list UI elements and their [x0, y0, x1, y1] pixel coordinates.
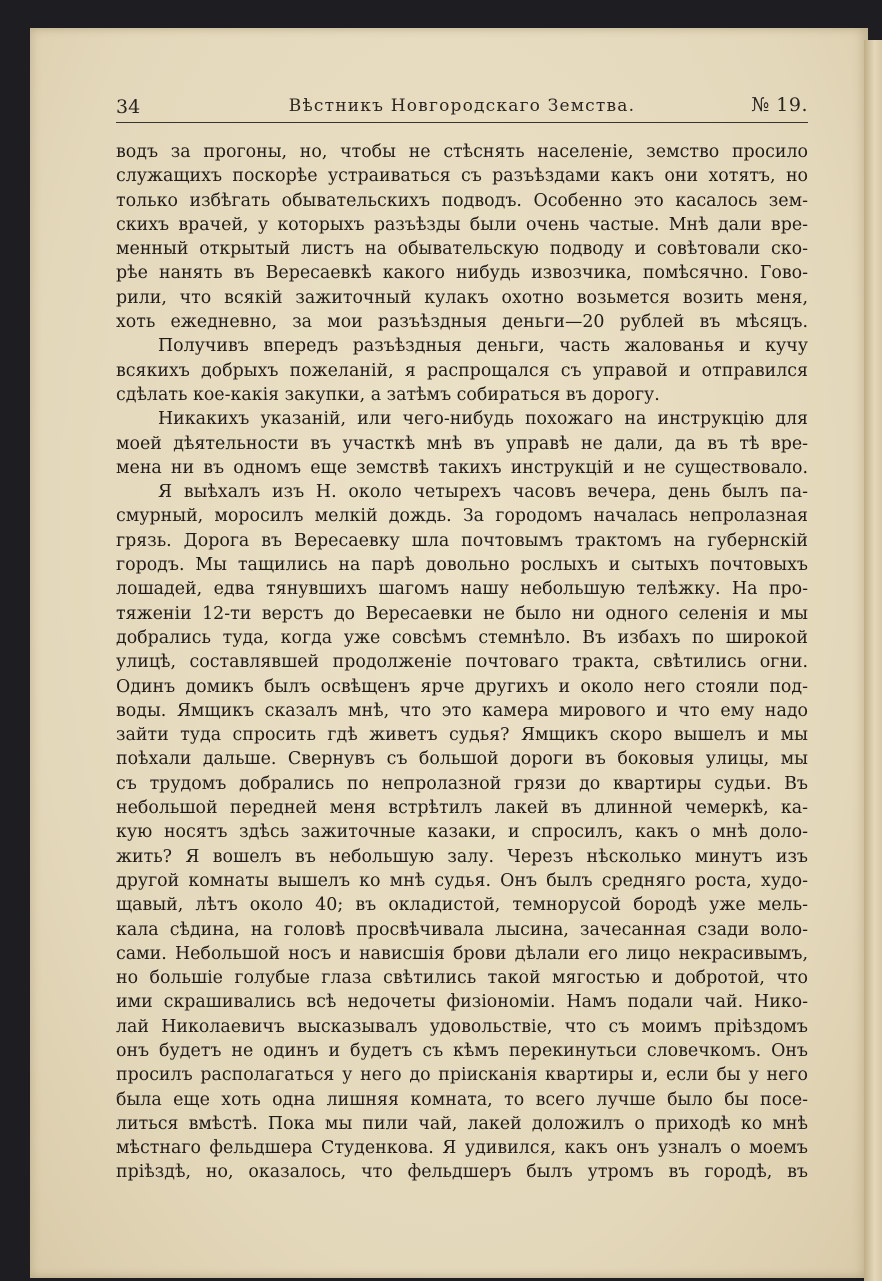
text-line: Я выѣхалъ изъ Н. около четырехъ часовъ вечера, день былъ па- [158, 482, 808, 503]
text-line: моей дѣятельности въ участкѣ мнѣ въ управѣ не дали, да въ тѣ вре- [116, 433, 808, 454]
text-line: жить? Я вошелъ въ небольшую залу. Черезъ нѣсколько минутъ изъ [116, 846, 808, 867]
header-rule [116, 122, 808, 123]
text-line: сдѣлать кое-какія закупки, а затѣмъ собираться въ дорогу. [116, 384, 660, 405]
text-line: поѣхали дальше. Свернувъ съ большой дороги въ боковыя улицы, мы [116, 749, 808, 770]
issue-number: № 19. [751, 94, 808, 116]
journal-title: Вѣстникъ Новгородскаго Земства. [288, 96, 636, 116]
text-line: добрались туда, когда уже совсѣмъ стемнѣло. Въ избахъ по широкой [116, 627, 808, 648]
body-text [116, 140, 808, 1185]
text-line: съ трудомъ добрались по непролазной грязи до квартиры судьи. Въ [116, 773, 808, 794]
text-line: щавый, лѣтъ около 40; въ окладистой, темнорусой бородѣ уже мель- [116, 895, 808, 916]
text-line: хоть ежедневно, за мои разъѣздныя деньги—20 рублей въ мѣсяцъ. [116, 312, 808, 333]
text-line: улицѣ, составлявшей продолженіе почтоваго тракта, свѣтились огни. [116, 652, 808, 673]
adjacent-page-edge [864, 40, 882, 1281]
text-line: кую носятъ здѣсь зажиточные казаки, и спросилъ, какъ о мнѣ доло- [116, 822, 808, 843]
text-line: рили, что всякій зажиточный кулакъ охотно возьмется возить меня, [116, 287, 808, 308]
text-line: просилъ располагаться у него до пріисканія квартиры и, если бы у него [116, 1065, 808, 1086]
text-line: зайти туда спросить гдѣ живетъ судья? Ямщикъ скоро вышелъ и мы [116, 725, 808, 746]
text-line: Никакихъ указаній, или чего-нибудь похожаго на инструкцію для [158, 409, 808, 430]
text-line: тяженіи 12-ти верстъ до Вересаевки не было ни одного селенія и мы [116, 603, 808, 624]
text-line: лошадей, едва тянувшихъ шагомъ нашу небольшую телѣжку. На про- [116, 579, 808, 600]
text-line: Получивъ впередъ разъѣздныя деньги, часть жалованья и кучу [158, 336, 808, 357]
running-header [116, 92, 808, 124]
text-line: смурный, моросилъ мелкій дождь. За городомъ началась непролазная [116, 506, 808, 527]
text-line: только избѣгать обывательскихъ подводъ. Особенно это касалось зем- [116, 190, 808, 211]
text-line: онъ будетъ не одинъ и будетъ съ кѣмъ перекинутьси словечкомъ. Онъ [116, 1040, 808, 1061]
text-line: рѣе нанять въ Вересаевкѣ какого нибудь извозчика, помѣсячно. Гово- [116, 263, 808, 284]
text-line: менный открытый листъ на обывательскую подводу и совѣтовали ско- [116, 239, 808, 260]
text-line: служащихъ поскорѣе устраиваться съ разъѣздами какъ они хотятъ, но [116, 166, 808, 187]
text-line: другой комнаты вышелъ ко мнѣ судья. Онъ былъ средняго роста, худо- [116, 870, 808, 891]
text-line: грязь. Дорога въ Вересаевку шла почтовымъ трактомъ на губернскій [116, 530, 808, 551]
text-line: воды. Ямщикъ сказалъ мнѣ, что это камера мирового и что ему надо [116, 700, 808, 721]
text-line: пріѣздѣ, но, оказалось, что фельдшеръ былъ утромъ въ городѣ, въ [116, 1162, 808, 1183]
text-line: водъ за прогоны, но, чтобы не стѣснять населеніе, земство просило [116, 142, 808, 162]
text-line: литься вмѣстѣ. Пока мы пили чай, лакей доложилъ о приходѣ ко мнѣ [116, 1113, 808, 1134]
text-line: всякихъ добрыхъ пожеланій, я распрощался съ управой и отправился [116, 360, 808, 381]
text-line: мена ни въ одномъ еще земствѣ такихъ инструкцій и не существовало. [116, 457, 808, 478]
text-line: небольшой передней меня встрѣтилъ лакей въ длинной чемеркѣ, ка- [116, 798, 808, 819]
text-line: Одинъ домикъ былъ освѣщенъ ярче другихъ и около него стояли под- [116, 676, 808, 697]
text-line: мѣстнаго фельдшера Студенкова. Я удивился, какъ онъ узналъ о моемъ [116, 1138, 808, 1159]
page-number: 34 [116, 96, 141, 118]
text-line: кала сѣдина, на головѣ просвѣчивала лысина, зачесанная сзади воло- [116, 919, 808, 940]
text-line: лай Николаевичъ высказывалъ удовольствіе, что съ моимъ пріѣздомъ [116, 1016, 808, 1037]
text-line: но большіе голубые глаза свѣтились такой мягостью и добротой, что [116, 968, 808, 989]
text-line: сами. Небольшой носъ и нависшія брови дѣлали его лицо некрасивымъ, [116, 943, 808, 964]
text-line: городъ. Мы тащились на парѣ довольно рослыхъ и сытыхъ почтовыхъ [116, 555, 808, 576]
text-line: скихъ врачей, у которыхъ разъѣзды были очень частые. Мнѣ дали вре- [116, 214, 808, 235]
text-line: была еще хоть одна лишняя комната, то всего лучше было бы посе- [116, 1089, 808, 1110]
text-line: ими скрашивались всѣ недочеты физіономіи. Намъ подали чай. Нико- [116, 992, 808, 1013]
